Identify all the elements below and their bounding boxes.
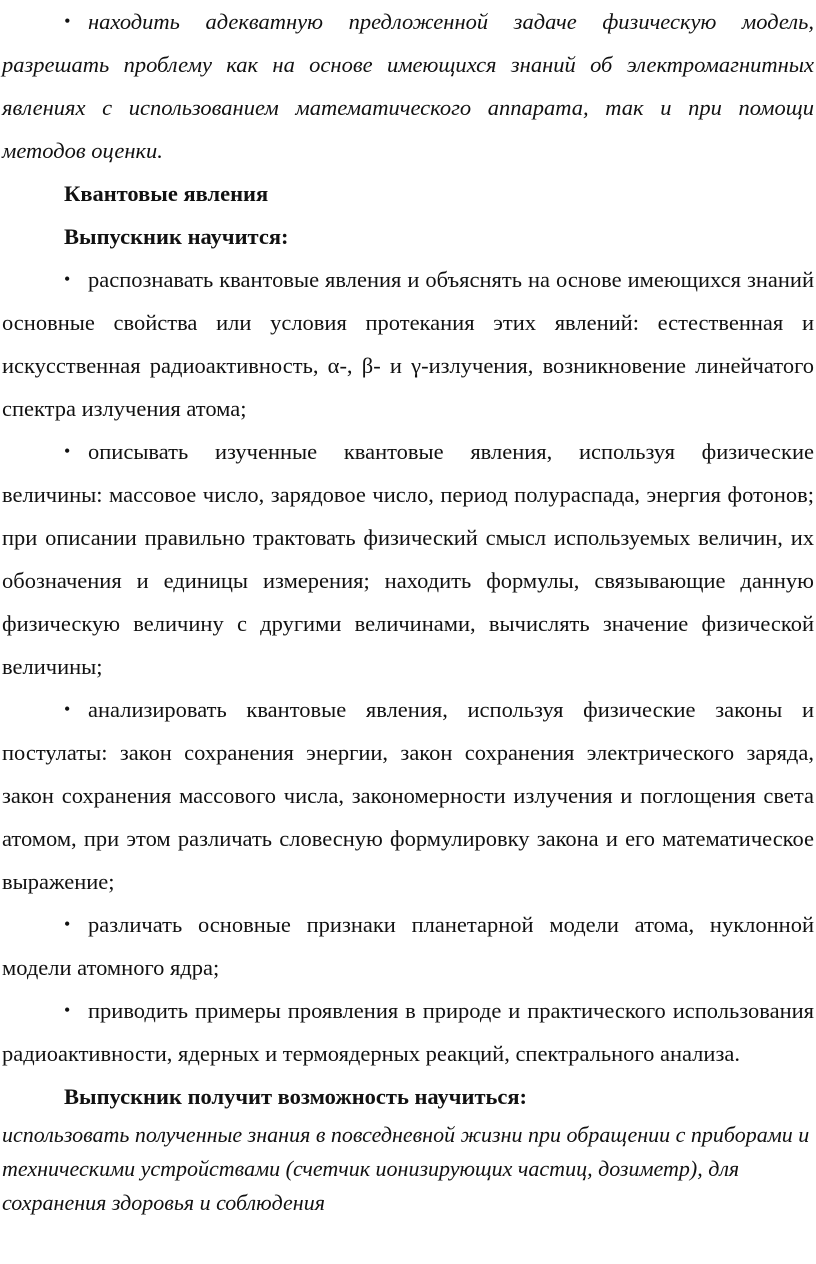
list-item	[0, 688, 816, 903]
bullet-icon: •	[64, 11, 71, 31]
bullet-icon: •	[64, 1000, 71, 1020]
list-item-text: приводить примеры проявления в природе и практического использования радиоактивности, ядерных и термоядерных реакций, спектрального анализа.	[2, 998, 814, 1066]
bullet-icon: •	[64, 914, 71, 934]
list-item	[0, 903, 816, 989]
list-item	[0, 258, 816, 430]
learns-heading: Выпускник научится:	[64, 224, 289, 249]
intro-bullet-item	[0, 0, 816, 172]
bullet-icon: •	[64, 441, 71, 461]
list-item	[0, 430, 816, 688]
list-item-text: распознавать квантовые явления и объяснять на основе имеющихся знаний основные свойства или условия протекания этих явлений: естественная и искусственная радиоактивность, α-, β- и γ-излучения, возникновение линейчатого спектра излучения атома;	[2, 267, 814, 421]
list-item-text: различать основные признаки планетарной модели атома, нуклонной модели атомного ядра;	[2, 912, 814, 980]
list-item-text: описывать изученные квантовые явления, используя физические величины: массовое число, зарядовое число, период полураспада, энергия фотонов; при описании правильно трактовать физический смысл используемых величин, их обозначения и единицы измерения; находить формулы, связывающие данную физическую величину с другими величинами, вычислять значение физической величины;	[2, 439, 814, 679]
opportunity-text: использовать полученные знания в повседневной жизни при обращении с приборами и техническими устройствами (счетчик ионизирующих частиц, дозиметр), для сохранения здоровья и соблюдения	[2, 1122, 810, 1215]
list-item	[0, 989, 816, 1075]
section-title: Квантовые явления	[64, 181, 269, 206]
bullet-icon: •	[64, 699, 71, 719]
intro-bullet-text: находить адекватную предложенной задаче физическую модель, разрешать проблему как на основе имеющихся знаний об электромагнитных явлениях с использованием математического аппарата, так и при помощи методов оценки.	[2, 9, 814, 163]
opportunity-heading: Выпускник получит возможность научиться:	[64, 1084, 528, 1109]
list-item-text: анализировать квантовые явления, используя физические законы и постулаты: закон сохранения энергии, закон сохранения электрического заряда, закон сохранения массового числа, закономерности излучения и поглощения света атомом, при этом различать словесную формулировку закона и его математическое выражение;	[2, 697, 814, 894]
bullet-icon: •	[64, 269, 71, 289]
